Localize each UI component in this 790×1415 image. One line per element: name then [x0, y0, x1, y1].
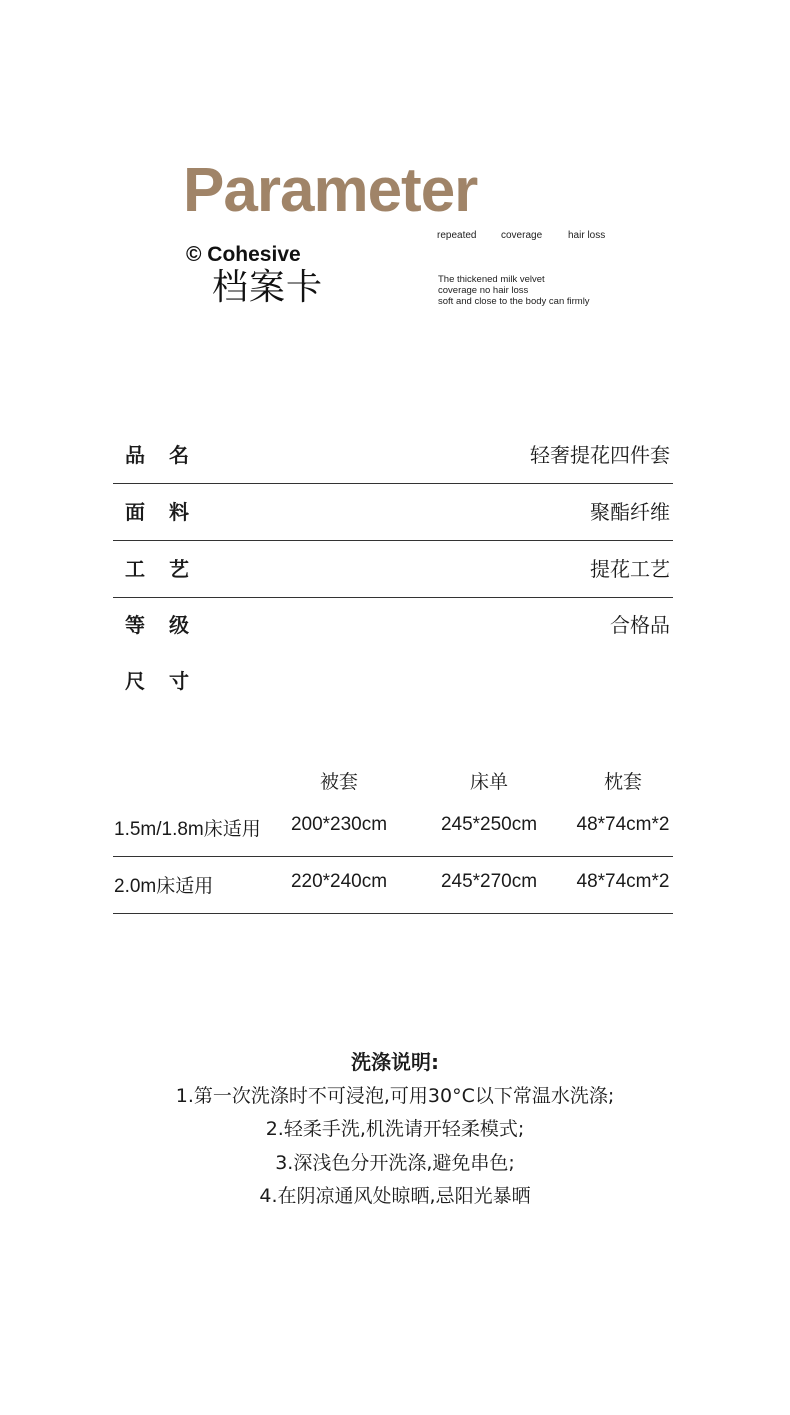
param-label: 工艺 [125, 557, 213, 581]
brand-name: © Cohesive [186, 243, 301, 266]
param-value: 提花工艺 [590, 557, 670, 581]
description-line: soft and close to the body can firmly [438, 296, 590, 307]
bed-sheet-cell: 245*250cm [440, 814, 538, 835]
size-table-header [113, 760, 673, 800]
header-bed-sheet: 床单 [469, 771, 509, 793]
param-value: 合格品 [610, 613, 670, 637]
tag-hair-loss: hair loss [568, 230, 606, 241]
size-table [113, 760, 673, 914]
param-row-craft [113, 541, 673, 598]
description-line: coverage no hair loss [438, 285, 529, 296]
bed-size-cell: 1.5m/1.8m床适用 [114, 819, 261, 840]
washing-line: 3.深浅色分开洗涤,避免串色; [275, 1152, 515, 1174]
table-row [113, 857, 673, 914]
duvet-cover-cell: 200*230cm [290, 814, 388, 835]
bed-sheet-cell: 245*270cm [440, 871, 538, 892]
washing-line: 2.轻柔手洗,机洗请开轻柔模式; [265, 1118, 525, 1140]
tag-repeated: repeated [437, 230, 477, 241]
washing-title: 洗涤说明: [351, 1050, 439, 1074]
washing-line: 1.第一次洗涤时不可浸泡,可用30°C以下常温水洗涤; [175, 1085, 615, 1107]
washing-line: 4.在阴凉通风处晾晒,忌阳光暴晒 [259, 1185, 531, 1207]
header-duvet-cover: 被套 [319, 771, 359, 793]
param-value: 轻奢提花四件套 [530, 443, 670, 467]
header-description [438, 274, 590, 307]
tag-coverage: coverage [501, 230, 543, 241]
param-row-size [113, 653, 673, 709]
param-row-grade [113, 597, 673, 653]
param-value: 聚酯纤维 [590, 500, 670, 524]
param-label: 尺寸 [125, 669, 213, 693]
header-pillowcase: 枕套 [603, 771, 643, 793]
page-subtitle: 档案卡 [212, 267, 324, 308]
param-label: 等级 [125, 613, 213, 637]
param-row-fabric [113, 484, 673, 541]
param-row-name [113, 427, 673, 484]
page-title: Parameter [183, 156, 478, 225]
description-line: The thickened milk velvet [438, 274, 545, 285]
pillowcase-cell: 48*74cm*2 [576, 871, 670, 892]
duvet-cover-cell: 220*240cm [290, 871, 388, 892]
bed-size-cell: 2.0m床适用 [114, 876, 214, 897]
param-label: 面料 [125, 500, 213, 524]
pillowcase-cell: 48*74cm*2 [576, 814, 670, 835]
param-label: 品名 [125, 443, 213, 467]
table-row [113, 800, 673, 857]
